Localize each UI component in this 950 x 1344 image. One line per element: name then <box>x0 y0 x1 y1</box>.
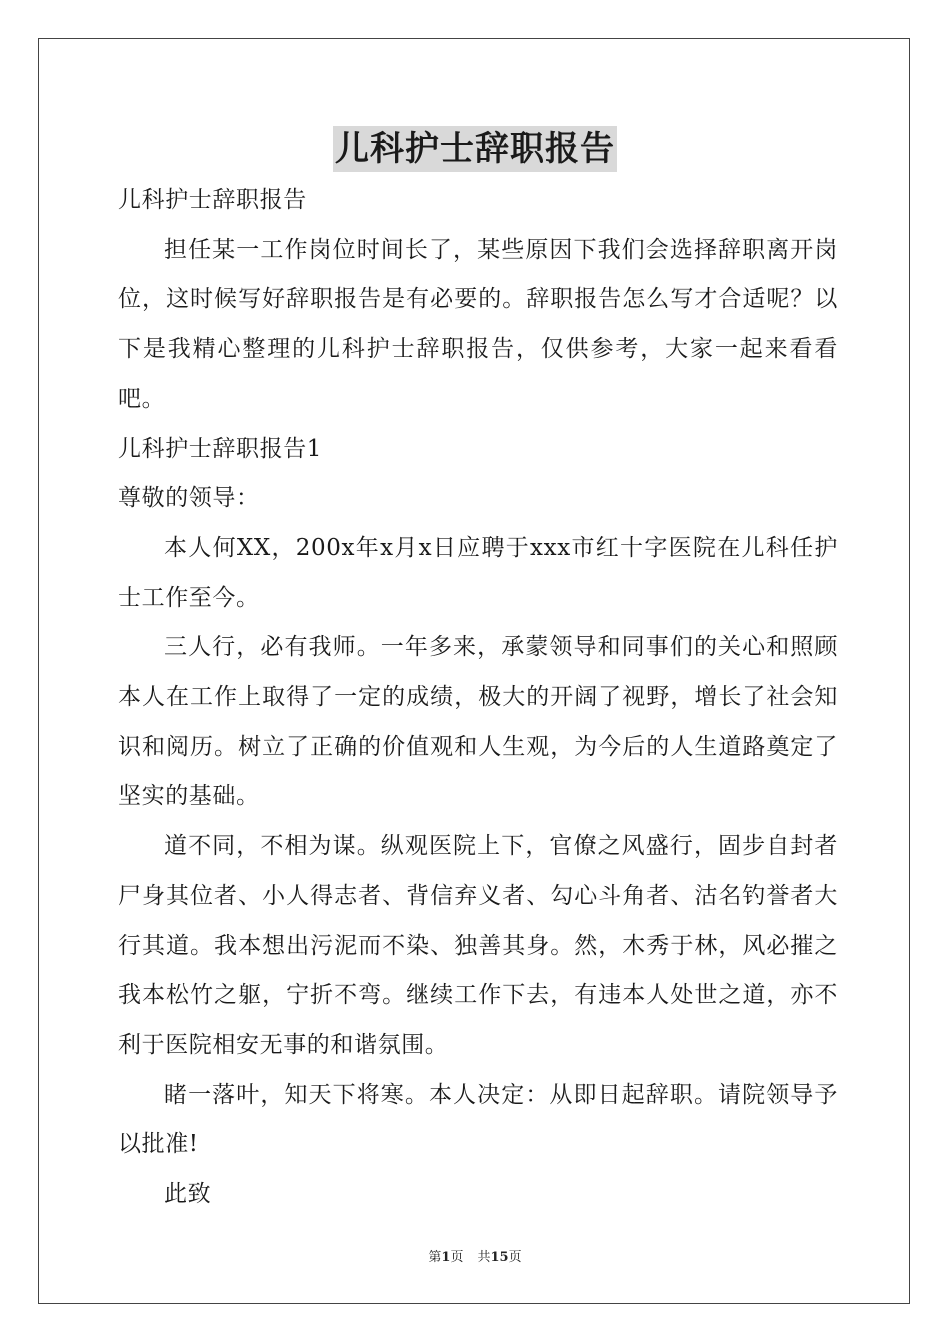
title-container <box>0 126 950 172</box>
paragraph: 睹一落叶，知天下将寒。本人决定：从即日起辞职。请院领导予以批准! <box>118 1081 838 1158</box>
total-page-number: 15 <box>490 1250 509 1265</box>
document-body <box>118 176 838 1220</box>
total-prefix: 共 <box>477 1250 491 1265</box>
paragraph: 担任某一工作岗位时间长了，某些原因下我们会选择辞职离开岗位，这时候写好辞职报告是有必要的。辞职报告怎么写才合适呢？以下是我精心整理的儿科护士辞职报告，仅供参考，大家一起来看看吧。 <box>118 236 838 412</box>
paragraph: 儿科护士辞职报告 <box>118 187 307 213</box>
page-prefix: 第 <box>428 1250 442 1265</box>
paragraph: 儿科护士辞职报告1 <box>118 435 323 462</box>
current-page-number: 1 <box>441 1250 451 1265</box>
paragraph: 本人何XX，200x年x月x日应聘于xxx市红十字医院在儿科任护士工作至今。 <box>118 534 838 611</box>
page-suffix: 页 <box>450 1250 464 1265</box>
total-suffix: 页 <box>508 1250 522 1265</box>
paragraph: 三人行，必有我师。一年多来，承蒙领导和同事们的关心和照顾本人在工作上取得了一定的成绩，极大的开阔了视野，增长了社会知识和阅历。树立了正确的价值观和人生观，为今后的人生道路奠定了坚实的基础。 <box>118 634 838 810</box>
paragraph: 尊敬的领导： <box>118 485 260 512</box>
document-title: 儿科护士辞职报告 <box>333 126 617 172</box>
page-footer <box>0 1246 950 1265</box>
paragraph: 此致 <box>164 1181 212 1208</box>
paragraph: 道不同，不相为谋。纵观医院上下，官僚之风盛行，固步自封者尸身其位者、小人得志者、背信弃义者、勾心斗角者、沽名钓誉者大行其道。我本想出污泥而不染、独善其身。然，木秀于林，风必摧之我本松竹之躯，宁折不弯。继续工作下去，有违本人处世之道，亦不利于医院相安无事的和谐氛围。 <box>118 833 838 1058</box>
